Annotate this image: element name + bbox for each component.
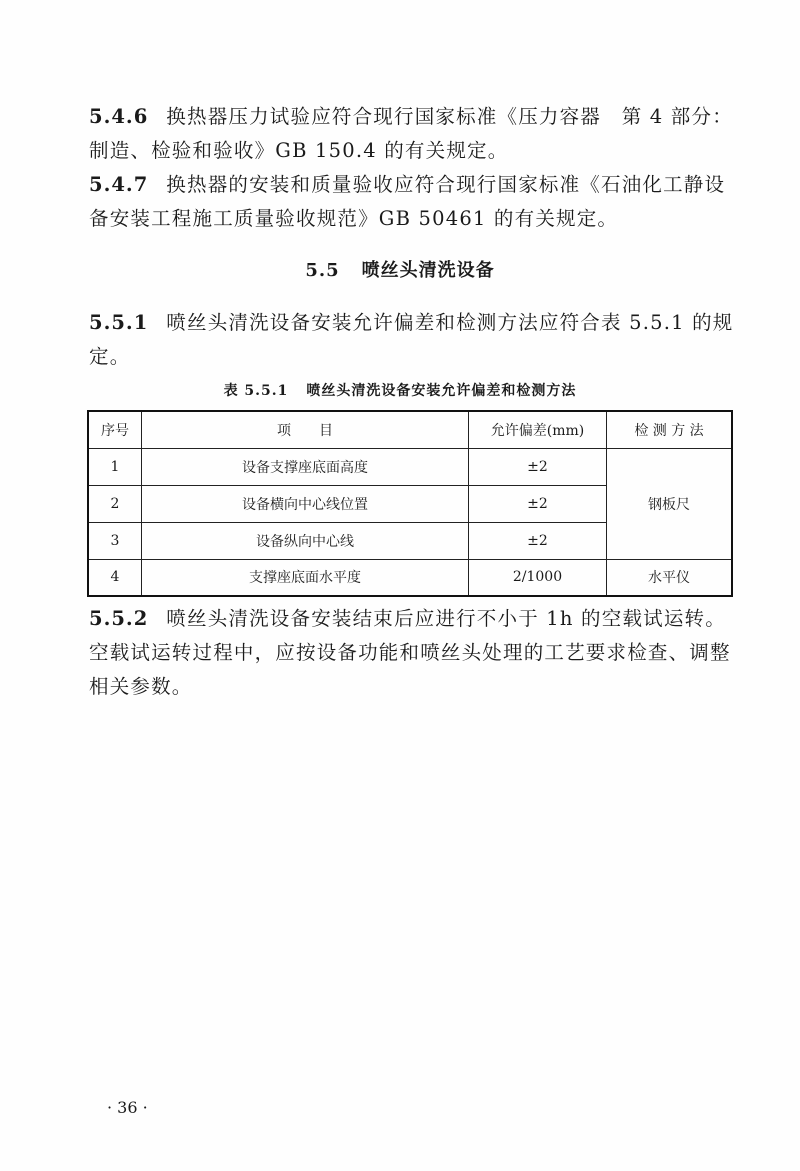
cell-no: 1 xyxy=(88,448,142,485)
table-header-row xyxy=(88,411,732,448)
cell-method: 水平仪 xyxy=(607,559,733,596)
clause-number: 5.4.6 xyxy=(89,105,149,128)
clause-text: 喷丝头清洗设备安装允许偏差和检测方法应符合表 5.5.1 的规定。 xyxy=(89,311,734,368)
table-row xyxy=(88,559,732,596)
clause-5-4-7 xyxy=(89,168,739,236)
clause-5-5-1 xyxy=(89,306,739,374)
cell-no: 4 xyxy=(88,559,142,596)
clause-5-5-2 xyxy=(89,602,739,704)
cell-tolerance: ±2 xyxy=(469,448,607,485)
clause-number: 5.4.7 xyxy=(89,173,149,196)
section-number: 5.5 xyxy=(305,260,340,281)
table-number: 表 5.5.1 xyxy=(223,383,289,399)
cell-method-merged: 钢板尺 xyxy=(607,448,733,559)
clause-number: 5.5.1 xyxy=(89,311,149,334)
table-caption xyxy=(0,380,800,400)
cell-no: 3 xyxy=(88,522,142,559)
table-row xyxy=(88,448,732,485)
cell-tolerance: ±2 xyxy=(469,522,607,559)
clause-5-4-6 xyxy=(89,100,739,168)
page-number: · 36 · xyxy=(107,1098,148,1117)
header-tolerance: 允许偏差(mm) xyxy=(469,411,607,448)
clause-text: 喷丝头清洗设备安装结束后应进行不小于 1h 的空载试运转。空载试运转过程中，应按设备功能和喷丝头处理的工艺要求检查、调整相关参数。 xyxy=(89,607,731,698)
section-title: 喷丝头清洗设备 xyxy=(361,260,495,281)
section-heading xyxy=(0,256,800,282)
cell-item: 设备纵向中心线 xyxy=(142,522,469,559)
cell-no: 2 xyxy=(88,485,142,522)
table-title: 喷丝头清洗设备安装允许偏差和检测方法 xyxy=(306,383,577,399)
clause-text: 换热器的安装和质量验收应符合现行国家标准《石油化工静设备安装工程施工质量验收规范》GB 50461 的有关规定。 xyxy=(89,173,726,230)
clause-text: 换热器压力试验应符合现行国家标准《压力容器 第 4 部分：制造、检验和验收》GB 150.4 的有关规定。 xyxy=(89,105,733,162)
header-item: 项 目 xyxy=(142,411,469,448)
tolerance-table xyxy=(87,410,733,597)
cell-item: 设备横向中心线位置 xyxy=(142,485,469,522)
header-no: 序号 xyxy=(88,411,142,448)
cell-item: 设备支撑座底面高度 xyxy=(142,448,469,485)
header-method: 检 测 方 法 xyxy=(607,411,733,448)
cell-item: 支撑座底面水平度 xyxy=(142,559,469,596)
cell-tolerance: 2/1000 xyxy=(469,559,607,596)
cell-tolerance: ±2 xyxy=(469,485,607,522)
clause-number: 5.5.2 xyxy=(89,607,149,630)
